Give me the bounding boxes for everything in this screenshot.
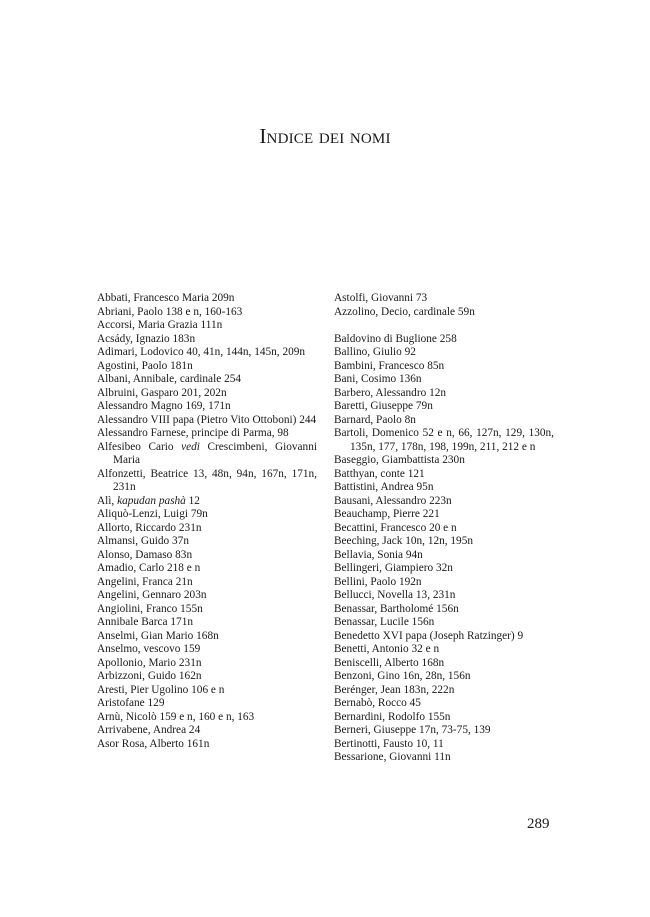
entry-page-refs: 98 [277, 427, 289, 439]
index-entry [97, 670, 317, 684]
entry-page-refs: 230n [442, 454, 465, 466]
entry-name: Agostini, Paolo [97, 359, 168, 372]
entry-page-refs: 79n [415, 400, 433, 412]
entry-name: Bellucci, Novella [334, 589, 414, 601]
entry-page-refs: 171n [170, 616, 193, 628]
index-entry [334, 630, 554, 644]
entry-name: Aliquò-Lenzi, Luigi [97, 508, 188, 520]
entry-page-refs: 32n [435, 562, 453, 574]
index-entry [334, 738, 554, 752]
entry-name: Benassar, Bartholomé [334, 602, 434, 615]
entry-page-refs: 169, 171n [185, 400, 231, 412]
entry-page-refs: 40, 41n, 144n, 145n, 209n [186, 346, 306, 358]
index-entry [97, 576, 317, 590]
page-title: Indice dei nomi [259, 124, 391, 148]
entry-page-refs: 13, 231n [415, 589, 456, 601]
entry-page-refs: 85n [427, 359, 445, 372]
entry-name: Alessandro Farnese, principe di Parma, [97, 427, 275, 439]
entry-name: Alessandro Magno [97, 400, 183, 412]
entry-page-refs: 209n [211, 292, 235, 304]
entry-page-refs: 16n, 28n, 156n [402, 670, 471, 682]
entry-name: Alonso, Damaso [97, 548, 173, 561]
index-entry [97, 333, 317, 347]
entry-name: Bambini, Francesco [334, 359, 425, 372]
index-entry [334, 454, 554, 468]
entry-page-refs: 13, 48n, 94n, 167n, 171n, 231n [113, 467, 317, 493]
index-entry [334, 589, 554, 603]
entry-name: Beauchamp, Pierre [334, 508, 420, 520]
index-entry [97, 346, 317, 360]
index-entry [97, 522, 317, 536]
index-entry [334, 400, 554, 414]
entry-page-refs: 192n [398, 575, 422, 588]
entry-name: Angelini, Gennaro [97, 589, 182, 601]
index-entry [334, 751, 554, 765]
index-entry [97, 373, 317, 387]
entry-page-refs: 79n [190, 508, 208, 520]
entry-page-refs: 155n [180, 602, 203, 615]
index-entry [334, 427, 554, 454]
entry-page-refs: 83n [175, 548, 193, 561]
entry-page-refs: 258 [439, 332, 457, 345]
index-entry [334, 549, 554, 563]
index-entry [97, 468, 317, 495]
index-entry [97, 657, 317, 671]
entry-name: Almansi, Guido [97, 535, 170, 547]
entry-name: Alì, [97, 494, 115, 507]
entry-name: Bellingeri, Giampiero [334, 562, 434, 574]
entry-page-refs: 59n [457, 305, 475, 318]
index-entry [97, 319, 317, 333]
entry-page-refs: 17n, 73-75, 139 [419, 724, 491, 736]
entry-italic: vedi [181, 440, 200, 453]
entry-name: Berneri, Giuseppe [334, 724, 417, 736]
entry-italic: kapudan pashà [117, 494, 186, 507]
index-entry [97, 400, 317, 414]
entry-page-refs: 10n, 12n, 195n [405, 535, 473, 547]
entry-page-refs: 156n [436, 602, 459, 615]
entry-name: Bellavia, Sonia [334, 548, 404, 561]
entry-page-refs: 20 e n [429, 521, 457, 534]
entry-page-refs: 37n [172, 535, 189, 547]
entry-name: Anselmi, Gian Mario [97, 629, 194, 642]
index-entry [334, 711, 554, 725]
entry-page-refs: 52 e n, 66, 127n, 129, 130n, 135n, 177, 178n, 198, 199n, 211, 212 e n [350, 427, 554, 453]
index-entry [97, 508, 317, 522]
entry-page-refs: 254 [224, 373, 242, 385]
index-entry [97, 697, 317, 711]
entry-page-refs: 221 [422, 508, 440, 520]
entry-name: Baseggio, Giambattista [334, 454, 440, 466]
index-entry [334, 306, 554, 320]
entry-name: Asor Rosa, Alberto [97, 737, 184, 750]
entry-name: Anselmo, vescovo [97, 643, 181, 655]
entry-page-refs: 94n [405, 548, 423, 561]
entry-name: Baldovino di Buglione [334, 332, 437, 345]
entry-name: Bessarione, Giovanni [334, 751, 432, 763]
entry-name: Beniscelli, Alberto [334, 656, 419, 669]
entry-name: Baretti, Giuseppe [334, 400, 414, 412]
entry-page-refs: 92 [404, 346, 416, 358]
index-entry [334, 346, 554, 360]
entry-page-refs: 218 e n [166, 562, 201, 574]
entry-name: Bausani, Alessandro [334, 494, 427, 507]
entry-page-refs: 95n [416, 481, 434, 493]
index-entry [97, 306, 317, 320]
entry-page-refs: 183n, 222n [403, 683, 455, 696]
entry-name: Abbati, Francesco Maria [97, 292, 209, 304]
index-entry [97, 711, 317, 725]
index-entry [334, 481, 554, 495]
entry-page-refs: 24 [188, 724, 201, 736]
entry-page-refs: 203n [183, 589, 207, 601]
index-entry [334, 414, 554, 428]
entry-page-refs: 45 [409, 697, 421, 709]
entry-page-refs: 162n [178, 670, 202, 682]
entry-page-refs: 159 e n, 160 e n, 163 [159, 710, 255, 723]
entry-page-refs: 231n [178, 521, 202, 534]
index-entry [97, 630, 317, 644]
index-entry [334, 387, 554, 401]
page-number: 289 [527, 816, 550, 832]
entry-name: Benedetto XVI papa (Joseph Ratzinger) [334, 629, 515, 642]
entry-name: Alfonzetti, Beatrice [97, 467, 189, 480]
entry-name: Astolfi, Giovanni [334, 292, 414, 304]
entry-name: Bani, Cosimo [334, 373, 397, 385]
index-entry [334, 657, 554, 671]
entry-name: Benzoni, Gino [334, 670, 400, 682]
entry-name: Bertinotti, Fausto [334, 737, 414, 750]
entry-name: Abriani, Paolo [97, 305, 163, 318]
index-entry [97, 387, 317, 401]
entry-page-refs: 136n [398, 373, 422, 385]
entry-name: Bartoli, Domenico [334, 427, 419, 439]
entry-name: Accorsi, Maria Grazia [97, 319, 198, 331]
index-entry [334, 495, 554, 509]
entry-name-cont: Crescimbeni, Giovanni Maria [113, 440, 317, 466]
entry-page-refs: 12 [188, 494, 200, 507]
index-entry [97, 535, 317, 549]
index-column-right [334, 292, 554, 765]
index-entry [334, 468, 554, 482]
entry-name: Barbero, Alessandro [334, 386, 427, 399]
index-entry [97, 616, 317, 630]
entry-name: Albani, Annibale, cardinale [97, 373, 222, 385]
entry-name: Batthyan, conte [334, 467, 405, 480]
entry-name: Angelini, Franca [97, 575, 173, 588]
entry-page-refs: 121 [407, 467, 425, 480]
entry-name: Berénger, Jean [334, 683, 401, 696]
entry-page-refs: 106 e n [191, 683, 225, 696]
index-entry [97, 738, 317, 752]
entry-name: Aristofane [97, 697, 145, 709]
entry-page-refs: 21n [175, 575, 193, 588]
entry-page-refs: 32 e n [411, 643, 440, 655]
index-entry [334, 697, 554, 711]
index-entry [97, 441, 317, 468]
index-entry [334, 576, 554, 590]
index-entry [334, 684, 554, 698]
index-column-left [97, 292, 317, 751]
entry-page-refs: 129 [147, 697, 165, 709]
entry-name: Arrivabene, Andrea [97, 724, 187, 736]
index-entry [334, 522, 554, 536]
index-entry [97, 684, 317, 698]
entry-page-refs: 161n [186, 737, 210, 750]
index-entry [334, 333, 554, 347]
entry-name: Amadio, Carlo [97, 562, 165, 574]
index-entry [334, 603, 554, 617]
entry-name: Bernardini, Rodolfo [334, 710, 425, 723]
index-entry [334, 292, 554, 306]
entry-page-refs: 10, 11 [415, 737, 444, 750]
entry-name: Bellini, Paolo [334, 575, 397, 588]
entry-page-refs: 11n [434, 751, 451, 763]
entry-name: Angiolini, Franco [97, 602, 178, 615]
entry-name: Ballino, Giulio [334, 346, 402, 358]
entry-page-refs: 168n [421, 656, 445, 669]
entry-name: Albruini, Gasparo [97, 386, 179, 399]
index-entry [97, 427, 317, 441]
index-entry [97, 724, 317, 738]
entry-page-refs: 9 [517, 629, 524, 642]
entry-page-refs: 8n [404, 413, 416, 426]
entry-name: Apollonio, Mario [97, 656, 177, 669]
entry-name: Barnard, Paolo [334, 413, 402, 426]
index-entry [334, 562, 554, 576]
entry-name: Bernabò, Rocco [334, 697, 407, 709]
index-entry [334, 670, 554, 684]
entry-page-refs: 223n [429, 494, 452, 507]
entry-name: Allorto, Riccardo [97, 521, 177, 534]
entry-name: Alfesibeo Cario [97, 440, 174, 453]
entry-page-refs: 201, 202n [181, 386, 227, 399]
entry-name: Aresti, Pier Ugolino [97, 683, 189, 696]
index-entry [97, 589, 317, 603]
entry-page-refs: 138 e n, 160-163 [165, 305, 243, 318]
index-entry [97, 495, 317, 509]
entry-page-refs: 155n [427, 710, 451, 723]
entry-page-refs: 156n [411, 616, 435, 628]
entry-name: Benassar, Lucile [334, 616, 409, 628]
entry-page-refs: 12n [429, 386, 447, 399]
entry-page-refs: 111n [200, 319, 223, 331]
index-entry [97, 562, 317, 576]
entry-page-refs: 244 [299, 413, 317, 426]
entry-name: Battistini, Andrea [334, 481, 414, 493]
entry-name: Adimari, Lodovico [97, 346, 184, 358]
index-entry [334, 535, 554, 549]
entry-page-refs: 73 [415, 292, 428, 304]
entry-page-refs: 231n [178, 656, 202, 669]
entry-name: Acsády, Ignazio [97, 332, 170, 345]
index-entry [97, 643, 317, 657]
entry-page-refs: 159 [183, 643, 201, 655]
entry-page-refs: 168n [196, 629, 219, 642]
index-entry [97, 603, 317, 617]
entry-page-refs: 181n [170, 359, 193, 372]
index-entry [334, 724, 554, 738]
entry-name: Benetti, Antonio [334, 643, 409, 655]
index-entry [334, 360, 554, 374]
entry-name: Becattini, Francesco [334, 521, 427, 534]
entry-name: Azzolino, Decio, cardinale [334, 305, 456, 318]
index-entry [97, 549, 317, 563]
entry-page-refs: 183n [172, 332, 196, 345]
entry-name: Annibale Barca [97, 616, 168, 628]
entry-name: Arbizzoni, Guido [97, 670, 177, 682]
entry-name: Beeching, Jack [334, 535, 403, 547]
index-entry [334, 643, 554, 657]
entry-name: Arnù, Nicolò [97, 710, 157, 723]
index-entry [334, 373, 554, 387]
index-entry [97, 414, 317, 428]
index-entry [97, 292, 317, 306]
index-entry [334, 616, 554, 630]
index-entry [334, 508, 554, 522]
index-entry [97, 360, 317, 374]
entry-name: Alessandro VIII papa (Pietro Vito Ottoboni) [97, 413, 297, 426]
